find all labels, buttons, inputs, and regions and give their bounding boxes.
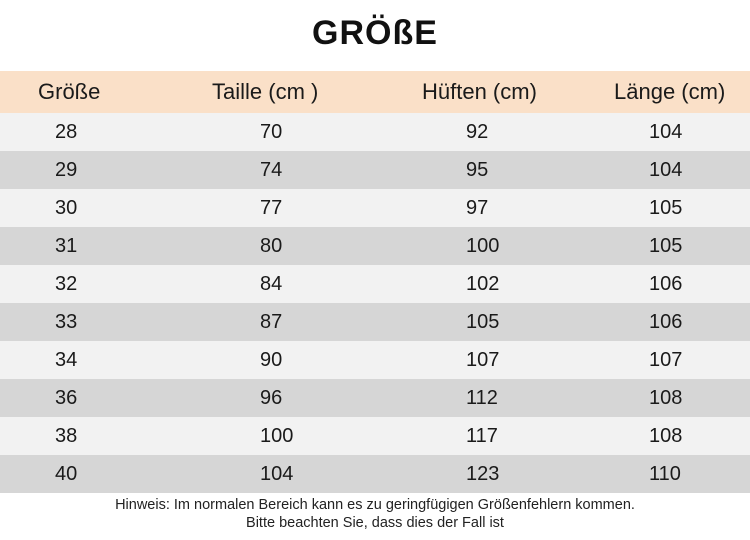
table-cell: 104 [260, 462, 294, 485]
table-cell: 77 [260, 196, 283, 219]
table-cell: 105 [649, 196, 683, 219]
table-row [0, 227, 750, 265]
table-body [0, 113, 750, 493]
table-row [0, 379, 750, 417]
table-row [0, 417, 750, 455]
table-row [0, 113, 750, 151]
table-cell: 32 [55, 272, 78, 295]
page-title: GRÖßE [312, 14, 438, 52]
table-cell: 104 [649, 120, 683, 143]
table-cell: 108 [649, 386, 683, 409]
table-row [0, 151, 750, 189]
table-cell: 107 [466, 348, 500, 371]
table-cell: 97 [466, 196, 489, 219]
table-cell: 34 [55, 348, 78, 371]
table-cell: 38 [55, 424, 78, 447]
note-line-2: Bitte beachten Sie, dass dies der Fall ist [246, 515, 504, 531]
table-cell: 29 [55, 158, 78, 181]
table-cell: 92 [466, 120, 489, 143]
table-cell: 110 [649, 462, 681, 485]
table-cell: 31 [55, 234, 78, 257]
table-cell: 90 [260, 348, 283, 371]
table-cell: 95 [466, 158, 489, 181]
table-cell: 87 [260, 310, 283, 333]
table-cell: 105 [649, 234, 683, 257]
table-cell: 70 [260, 120, 283, 143]
table-cell: 40 [55, 462, 78, 485]
table-cell: 100 [466, 234, 500, 257]
header-laenge: Länge (cm) [614, 79, 726, 104]
size-note [0, 496, 750, 532]
table-cell: 30 [55, 196, 78, 219]
table-cell: 117 [466, 424, 498, 447]
table-row [0, 265, 750, 303]
table-cell: 107 [649, 348, 683, 371]
table-cell: 84 [260, 272, 283, 295]
table-cell: 80 [260, 234, 283, 257]
table-row [0, 455, 750, 493]
table-cell: 108 [649, 424, 683, 447]
table-cell: 102 [466, 272, 500, 295]
table-row [0, 189, 750, 227]
header-taille: Taille (cm ) [212, 79, 319, 104]
table-cell: 28 [55, 120, 78, 143]
table-cell: 112 [466, 386, 498, 409]
size-table [0, 71, 750, 493]
table-cell: 104 [649, 158, 683, 181]
table-cell: 106 [649, 310, 683, 333]
table-row [0, 303, 750, 341]
table-cell: 100 [260, 424, 294, 447]
table-cell: 36 [55, 386, 78, 409]
table-cell: 123 [466, 462, 500, 485]
table-row [0, 341, 750, 379]
header-hueften: Hüften (cm) [422, 79, 537, 104]
table-header [0, 71, 750, 113]
table-cell: 74 [260, 158, 283, 181]
note-line-1: Hinweis: Im normalen Bereich kann es zu geringfügigen Größenfehlern kommen. [115, 497, 635, 513]
table-cell: 105 [466, 310, 500, 333]
table-cell: 106 [649, 272, 683, 295]
table-cell: 33 [55, 310, 78, 333]
table-cell: 96 [260, 386, 283, 409]
header-groesse: Größe [38, 79, 101, 104]
